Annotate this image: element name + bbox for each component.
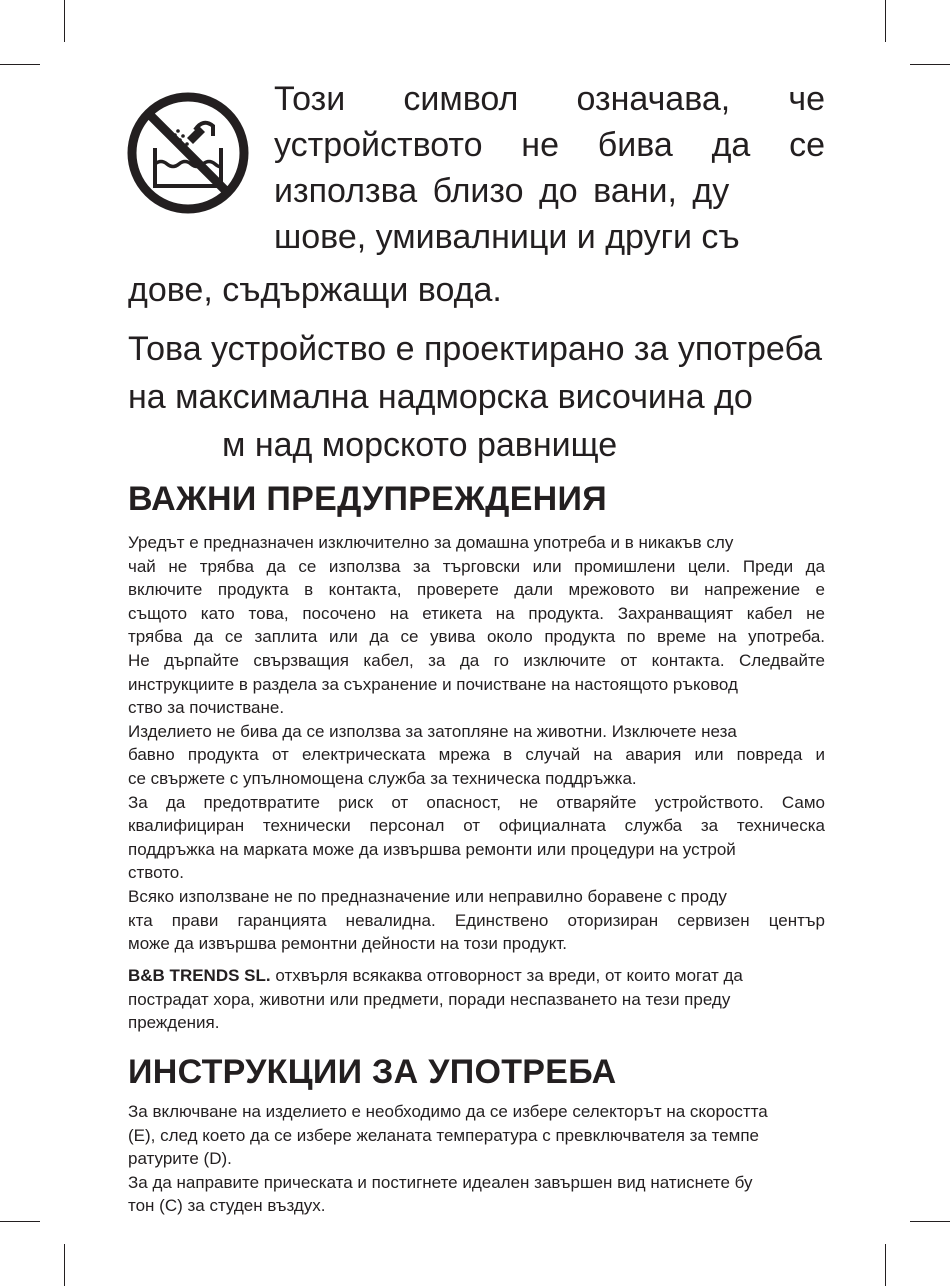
symbol-warning-line: Този символ означава, че [274,80,825,118]
symbol-warning-text [274,76,825,260]
body-line: тон (С) за студен въздух. [128,1196,326,1216]
altitude-notice [128,325,822,469]
disclaimer-line [128,964,825,988]
crop-mark-top-right [885,0,886,42]
body-line: Изделието не бива да се използва за затопляне на животни. Изключете неза [128,721,737,741]
body-line: ството. [128,863,184,883]
usage-instructions-body [128,1100,825,1218]
body-line: ратурите (D). [128,1149,232,1169]
important-warnings-heading: ВАЖНИ ПРЕДУПРЕЖДЕНИЯ [128,480,608,518]
body-line: За включване на изделието е необходимо да се избере селекторът на скоростта [128,1102,768,1121]
disclaimer-line: пострадат хора, животни или предмети, поради неспазването на тези преду [128,989,731,1009]
altitude-line: на максимална надморска височина до [128,378,753,416]
body-line: се свържете с упълномощена служба за техническа поддръжка. [128,768,637,788]
important-warnings-body [128,531,825,956]
usage-instructions-heading: ИНСТРУКЦИИ ЗА УПОТРЕБА [128,1053,617,1091]
disclaimer-text: отхвърля всякаква отговорност за вреди, от които могат да [275,966,743,985]
body-line: Уредът е предназначен изключително за домашна употреба и в никакъв слу [128,533,734,552]
crop-mark-top-left [64,0,65,42]
body-line: поддръжка на марката може да извършва ремонти или процедури на устрой [128,839,736,859]
body-line: квалифициран технически персонал от официалната служба за техническа [128,816,825,836]
body-line: Не дърпайте свързващия кабел, за да го изключите от контакта. Следвайте [128,650,825,670]
body-line: същото като това, посочено на етикета на продукта. Захранващият кабел не [128,603,825,623]
body-line: кта прави гаранцията невалидна. Единствено оторизиран сервизен център [128,910,825,930]
no-bath-water-icon [125,90,251,216]
body-line: чай не трябва да се използва за търговски или промишлени цели. Преди да [128,556,825,576]
crop-mark-right-bottom [910,1221,950,1222]
body-line: трябва да се заплита или да се увива около продукта по време на употреба. [128,627,825,647]
body-line: За да направите прическата и постигнете идеален завършен вид натиснете бу [128,1172,753,1192]
crop-mark-bottom-left [64,1244,65,1286]
crop-mark-left-top [0,64,40,65]
brand-name: B&B TRENDS SL. [128,966,271,985]
crop-mark-right-top [910,64,950,65]
symbol-warning-tail: дове, съдържащи вода. [128,271,502,309]
symbol-warning-line: устройството не бива да се [274,126,825,164]
symbol-warning-line: шове, умивалници и други съ [274,218,740,256]
body-line: включите продукта в контакта, проверете дали мрежовото ви напрежение е [128,580,825,600]
body-line: Всяко използване не по предназначение или неправилно боравене с проду [128,886,727,906]
crop-mark-bottom-right [885,1244,886,1286]
symbol-warning-line: използва близо до вани, ду [274,172,730,210]
crop-mark-left-bottom [0,1221,40,1222]
disclaimer-line: преждения. [128,1013,220,1033]
body-line: За да предотвратите риск от опасност, не отваряйте устройството. Само [128,792,825,812]
disclaimer [128,964,825,1035]
body-line: инструкциите в раздела за съхранение и почистване на настоящото ръковод [128,674,738,694]
body-line: ство за почистване. [128,698,285,718]
body-line: бавно продукта от електрическата мрежа в случай на авария или повреда и [128,745,825,765]
altitude-line: Това устройство е проектирано за употреба [128,330,823,368]
body-line: (Е), след което да се избере желаната температура с превключвателя за темпе [128,1125,760,1145]
body-line: може да извършва ремонтни дейности на този продукт. [128,934,567,954]
altitude-line: м над морското равнище [222,426,618,464]
